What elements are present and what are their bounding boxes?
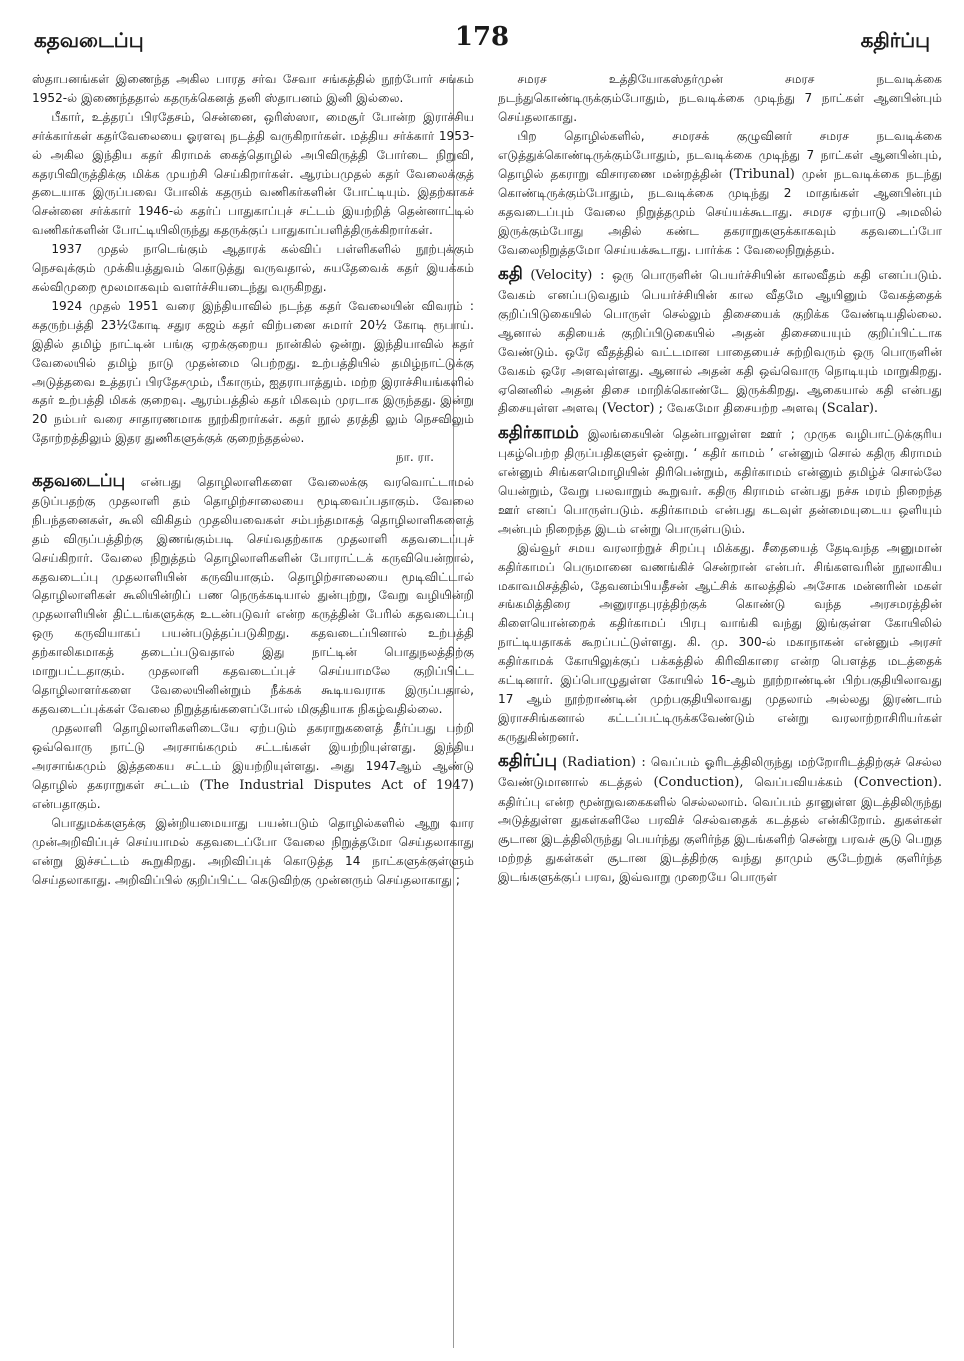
author-initials: நா. ரா.: [395, 450, 434, 465]
running-head-left: கதவடைப்பு: [34, 28, 144, 52]
latin-term: (Tribunal): [728, 166, 795, 182]
latin-term: (Scalar).: [821, 401, 879, 417]
right-column: [498, 70, 942, 1350]
latin-term: (Velocity) :: [530, 268, 605, 284]
entry-kathi: கதி (Velocity) : ஒரு பொருளின் பெயர்ச்சியின் காலவீதம் கதி எனப்படும். வேகம் எனப்படுவதும் பெயர்ச்சியின் கால வீதமே ஆயினும் வேகத்தைக் குறிப்பிடுகையில் பொருள் செல்லும் திசையைக் குறிக்க வேண்டியதில்லை. ஆனால் கதியைக் குறிப்பிடுகையில் அதன் திசையையும் குறிப்பிட்டாக வேண்டும். ஒரே வீதத்தில் வட்டமான பாதையைச் சுற்றிவரும் ஒரு பொருளின் வேகம் ஒரே அளவுள்ளது. ஆனால் அதன் கதி ஒவ்வொரு நொடியும் மாறுகிறது. ஏனெனில் அதன் திசை மாறிக்கொண்டே இருக்கிறது. ஆகையால் கதி என்பது திசையுள்ள அளவு (Vector) ; வேகமோ திசையற்ற அளவு (Scalar).: [498, 264, 942, 417]
latin-term: (Radiation) :: [562, 754, 646, 770]
paragraph: முதலாளி தொழிலாளிகளிடையே ஏற்படும் தகராறுகளைத் தீர்ப்பது பற்றி ஒவ்வொரு நாட்டு அரசாங்கமும் சட்டங்கள் இயற்றியுள்ளது. இந்திய அரசாங்கமும் இத்தகைய சட்டம் இயற்றியுள்ளது. அது 1947ஆம் ஆண்டு தொழில் தகராறுகள் சட்டம் (The Industrial Disputes Act of 1947) என்பதாகும்.: [32, 720, 474, 812]
left-column: [32, 70, 474, 1350]
paragraph: சமரச உத்தியோகஸ்தர்முன் சமரச நடவடிக்கை நடந்துகொண்டிருக்கும்போதும், நடவடிக்கை முடிந்து 7 நாட்கள் ஆனபின்பும் செய்தலாகாது.: [498, 72, 942, 124]
paragraph: 1937 முதல் நாடெங்கும் ஆதாரக் கல்விப் பள்ளிகளில் நூற்புக்கும் நெசவுக்கும் முக்கியத்துவம் கொடுத்து வருவதால், சுயதேவைக் கதர் இயக்கம் கல்விமுறை மூலமாகவும் வளர்ச்சியடைந்து வருகிறது.: [32, 242, 474, 294]
entry-kathirppu: கதிர்ப்பு (Radiation) : வெப்பம் ஓரிடத்திலிருந்து மற்றோரிடத்திற்குச் செல்ல வேண்டுமானால் கடத்தல் (Conduction), வெப்பவியக்கம் (Convection). கதிர்ப்பு என்ற மூன்றுவகைகளில் செல்லலாம். வெப்பம் தானுள்ள இடத்திலிருந்து அடுத்துள்ள துகள்களிலே பரவிச் செல்வதைக் கடத்தல் என்கிறோம். துகள்கள் சூடான இடத்திலிருந்து பெயர்ந்து குளிர்ந்த இடங்களிற் சென்று பரவச் சூடு பெறுத மற்றத் துகள்கள் சூடான இடத்திற்கு வந்து தாமும் சூடேற்றுக் குளிர்ந்த இடங்களுக்குப் பரவ, இவ்வாறு முறையே பொருள்: [498, 750, 942, 885]
entry-term: கதவடைப்பு: [32, 471, 126, 492]
paragraph: 1924 முதல் 1951 வரை இந்தியாவில் நடந்த கதர் வேலையின் விவரம் : கதருற்பத்தி 23½கோடி சதுர கஜம் கதர் விற்பனை சுமார் 20½ கோடி ரூபாய். இதில் தமிழ் நாட்டின் பங்கு ஏறக்குறைய நான்கில் ஒன்று. இந்தியாவில் கதர் வேலையில் தமிழ் நாடு முதன்மை பெற்றது. உற்பத்தியில் தமிழ்நாட்டுக்கு அடுத்தவை உத்தரப் பிரதேசமும், பீகாரும், ஐதராபாத்தும். மற்ற இராச்சியங்களில் கதர் உற்பத்தி மிகக் குறைவு. ஆரம்பத்தில் கதர் மிகவும் முரடாக இருந்தது. இன்று 20 நம்பர் வரை சாதாரணமாக நூற்கிறார்கள். கதர் நூல் தரத்தி லும் நெசவிலும் தோற்றத்திலும் இதர துணிகளுக்குக் குறைந்ததல்ல.: [32, 298, 474, 446]
latin-term: (Vector) ;: [601, 401, 663, 417]
paragraph: ஸ்தாபனங்கள் இணைந்த அகில பாரத சர்வ சேவா சங்கத்தில் நூற்போர் சங்கம் 1952-ல் இணைந்ததால் கதருக்கெனத் தனி ஸ்தாபனம் இனி இல்லை.: [32, 72, 474, 105]
entry-term: கதி: [498, 264, 523, 285]
entry-kathavadaippu: [32, 472, 474, 719]
page-number: 178: [454, 22, 510, 52]
entry-term: கதிர்ப்பு: [498, 750, 557, 771]
page-header: [22, 22, 942, 62]
entry-kathirkamam: கதிர்காமம் இலங்கையின் தென்பாலுள்ள ஊர் ; முருக வழிபாட்டுக்குரிய புகழ்பெற்ற திருப்பதிகளுள் ஒன்று. ‘ கதிர் காமம் ’ என்னும் சொல் கதிரு கிராமம் என்னும் சிங்களமொழியின் திரிபென்றும், கதிர்காமம் என்னும் தமிழ்ச் சொல்லே யென்றும், வேறு பலவாறும் கூறுவர். கதிரு கிராமம் என்பது நச்சு மரம் நிறைந்த ஊர் எனப் பொருள்படும். கதிர்காமம் என்பது கடவுள் தன்மையுடைய ஒளியும் அன்பும் நிறைந்த இடம் என்று பொருள்படும்.: [498, 423, 942, 536]
text-columns: [32, 70, 942, 1350]
running-head-right: கதிர்ப்பு: [860, 28, 930, 52]
paragraph: பீகார், உத்தரப் பிரதேசம், சென்னை, ஒரிஸ்ஸா, மைசூர் போன்ற இராச்சிய சர்க்கார்கள் கதர்வேலையை ஓரளவு நடத்தி வருகிறார்கள். மத்திய சர்க்கார் 1953-ல் அகில இந்திய கதர் கிராமக் கைத்தொழில் அபிவிருத்தி போர்டை நிறுவி, கதரபிவிருத்திக்கு மிக்க முயற்சி செய்கிறார்கள். ஆரம்பமுதல் கதர் வேலைக்குத் தடையாக இருப்பவை போலிக் கதரும் வணிகர்களின் போட்டியும். இதற்காகச் சென்னை சர்க்கார் 1946-ல் கதர்ப் பாதுகாப்புச் சட்டம் இயற்றித் தென்னாட்டில் வணிகர்களின் போட்டியிலிருந்து கதருக்குப் பாதுகாப்பளித்திருக்கிறார்கள்.: [32, 109, 474, 238]
paragraph: இவ்வூர் சமய வரலாற்றுச் சிறப்பு மிக்கது. சீதையைத் தேடிவந்த அனுமான் கதிர்காமப் பெருமானை வணங்கிச் சென்றான் என்பர். சிங்களவரின் நூலாகிய மகாவமிசத்தில், தேவனம்பியதீசன் ஆட்சிக் காலத்தில் அசோக மன்னரின் மகள் சங்கமித்திரை அனுராதபுரத்திற்குக் கொண்டு வந்த அரசமரத்தின் கிளையொன்றைக் கதிர்காமப் பிரபு வாங்கி வந்து இங்குள்ள கோயிலில் நாட்டியதாகக் கூறப்பட்டுள்ளது. கி. மு. 300-ல் மகாநாகன் என்னும் அரசர் கதிர்காமக் கோயிலுக்குப் பக்கத்தில் கிரிவிகாரை என்ற பௌத்த மடத்தைக் கட்டினார். இப்பொழுதுள்ள கோயில் 16-ஆம் நூற்றாண்டின் பிற்பகுதியிலாவது 17 ஆம் நூற்றாண்டின் முற்பகுதியிலாவது முதலாம் அல்லது இரண்டாம் இராசசிங்கனால் கட்டப்பட்டிருக்கவேண்டும் என்று வரலாற்றாசிரியர்கள் கருதுகின்றனர்.: [498, 540, 942, 744]
paragraph: பொதுமக்களுக்கு இன்றியமையாது பயன்படும் தொழில்களில் ஆறு வார முன்அறிவிப்புச் செய்யாமல் கதவடைப்போ வேலை நிறுத்தமோ செய்தலாகாது என்று இச்சட்டம் கூறுகிறது. அறிவிப்புக் கொடுத்த 14 நாட்களுக்குள்ளும் செய்தலாகாது. அறிவிப்பில் குறிப்பிட்ட கெடுவிற்கு முன்னரும் செய்தலாகாது ;: [32, 816, 474, 888]
entry-text: என்பது தொழிலாளிகளை வேலைக்கு வரவொட்டாமல் தடுப்பதற்கு முதலாளி தம் தொழிற்சாலையை மூடிவைப்பதாகும். வேலை நிபந்தனைகள், கூலி விகிதம் முதலியவைகள் சம்பந்தமாகத் தொழிலாளிகளைத் தம் விருப்பத்திற்கு இணங்கும்படி செய்வதற்காக முதலாளி கதவடைப்புச் செய்கிறார். வேலை நிறுத்தம் தொழிலாளிகளின் போராட்டக் கருவியென்றால், கதவடைப்பு முதலாளியின் கருவியாகும். தொழிற்சாலையை மூடிவிட்டால் தொழிலாளிகள் கூலியின்றிப் பண நெருக்கடியால் துன்புற்று, வேறு வழியின்றி முதலாளியின் திட்டங்களுக்கு உடன்படுவர் என்ற கருத்தின் பேரில் கதவடைப்பு ஒரு கருவியாகப் பயன்படுத்தப்படுகிறது. கதவடைப்பினால் உற்பத்தி தற்காலிகமாகத் தடைப்படுவதால் இது நாட்டின் பொதுநலத்திற்கு மாறுபட்டதாகும். முதலாளி கதவடைப்புச் செய்யாமலே குறிப்பிட்ட தொழிலாளர்களை வேலையினின்றும் நீக்கக் கூடியவராக இருப்பதால், கதவடைப்புக்கள் வேலை நிறுத்தங்களைப்போல் மிகுதியாக நிகழ்வதில்லை.: [32, 475, 474, 716]
latin-term: (Conduction),: [653, 774, 744, 790]
latin-term: (The Industrial Disputes Act of 1947): [199, 777, 474, 793]
entry-term: கதிர்காமம்: [498, 423, 579, 444]
paragraph: பிற தொழில்களில், சமரசக் குழுவினர் சமரச நடவடிக்கை எடுத்துக்கொண்டிருக்கும்போதும், நடவடிக்கை முடிந்து 7 நாட்கள் ஆனபின்பும், தொழில் தகராறு விசாரணை மன்றத்தின் (Tribunal) முன் நடவடிக்கை நடந்து கொண்டிருக்கும்போதும், நடவடிக்கை முடிந்து 2 மாதங்கள் ஆனபின்பும் கதவடைப்பும் வேலை நிறுத்தமும் செய்யக்கூடாது. சமரச ஏற்பாடு அமலில் இருக்கும்போது அதில் கண்ட தகராறுகளுக்காகவும் கதவடைப்போ வேலைநிறுத்தமோ செய்யக்கூடாது. பார்க்க : வேலைநிறுத்தம்.: [498, 128, 942, 258]
latin-term: (Convection).: [853, 774, 942, 790]
